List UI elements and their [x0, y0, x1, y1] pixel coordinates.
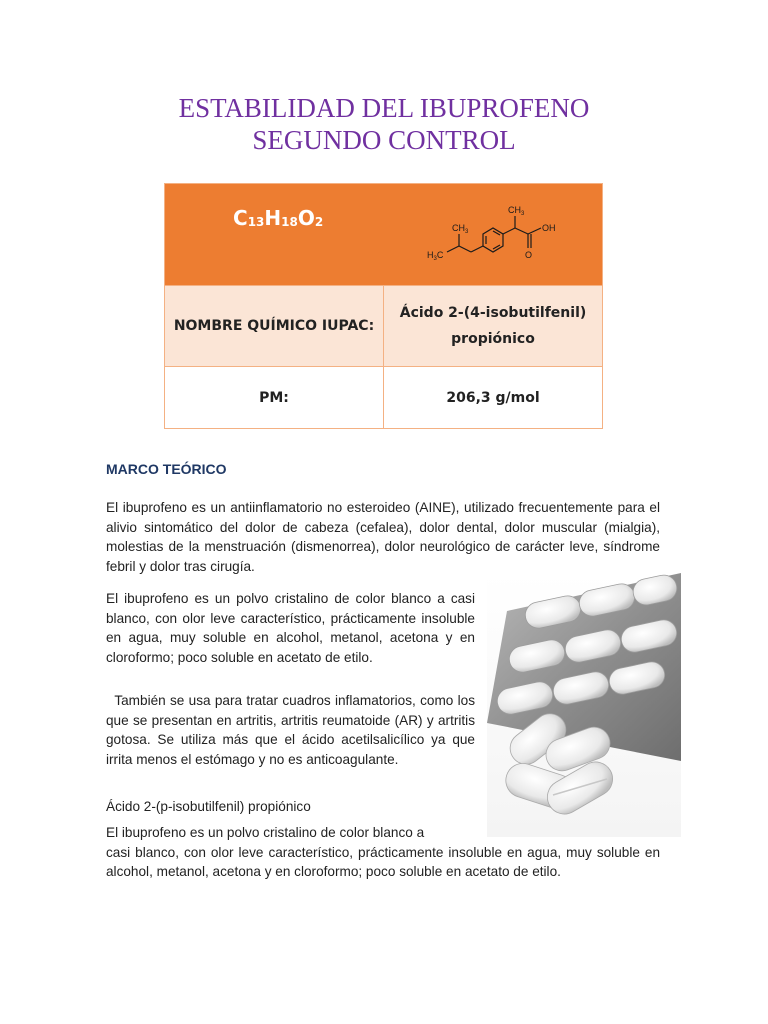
iupac-label: NOMBRE QUÍMICO IUPAC:: [165, 286, 384, 367]
pm-value: 206,3 g/mol: [384, 367, 603, 429]
pills-image: [487, 573, 681, 837]
pm-label: PM:: [165, 367, 384, 429]
paragraph-1: El ibuprofeno es un antiinflamatorio no esteroideo (AINE), utilizado frecuentemente para el alivio sintomático del dolor de cabeza (cefalea), dolor dental, dolor muscular (mialgia), molestias de la menstruación (dismenorrea), dolor neurológico de carácter leve, síndrome febril y dolor tras cirugía.: [106, 500, 660, 574]
formula-cell: [165, 184, 603, 286]
ibuprofen-structure-icon: [411, 198, 591, 278]
molecular-formula: $C_{13}H_{18}O_2$: [233, 206, 324, 230]
compound-info-table: [164, 183, 603, 429]
paragraph-5: El ibuprofeno es un polvo cristalino de color blanco a casi blanco, con olor leve característico, prácticamente insoluble en agua, muy soluble en alcohol, metanol, acetona y en cloroformo; poco soluble en acetato de etilo.: [106, 825, 660, 879]
paragraph-4: Ácido 2-(p-isobutilfenil) propiónico: [106, 799, 311, 814]
paragraph-2: El ibuprofeno es un polvo cristalino de color blanco a casi blanco, con olor leve característico, prácticamente insoluble en agua, muy soluble en alcohol, metanol, acetona y en cloroformo; poco soluble en acetato de etilo.: [106, 591, 475, 665]
paragraph-3: También se usa para tratar cuadros inflamatorios, como los que se presentan en artritis, artritis reumatoide (AR) y artritis gotosa. Se utiliza más que el ácido acetilsalicílico ya que irrita menos el estómago y no es anticoagulante.: [106, 693, 476, 767]
h3c-label: $H_3C$: [427, 250, 444, 262]
o-label: O: [525, 250, 533, 260]
section-title: MARCO TEÓRICO: [106, 461, 227, 477]
ch3-branch-label: $CH_3$: [452, 223, 469, 235]
document-title: [0, 92, 768, 156]
iupac-value: Ácido 2-(4-isobutilfenil) propiónico: [384, 286, 603, 367]
title-line-2: SEGUNDO CONTROL: [252, 125, 516, 155]
pm-row: [165, 367, 603, 429]
title-line-1: ESTABILIDAD DEL IBUPROFENO: [178, 93, 590, 123]
ch3-top-label: $CH_3$: [508, 205, 525, 217]
formula-row: [165, 184, 603, 286]
iupac-row: [165, 286, 603, 367]
oh-label: OH: [542, 223, 556, 233]
